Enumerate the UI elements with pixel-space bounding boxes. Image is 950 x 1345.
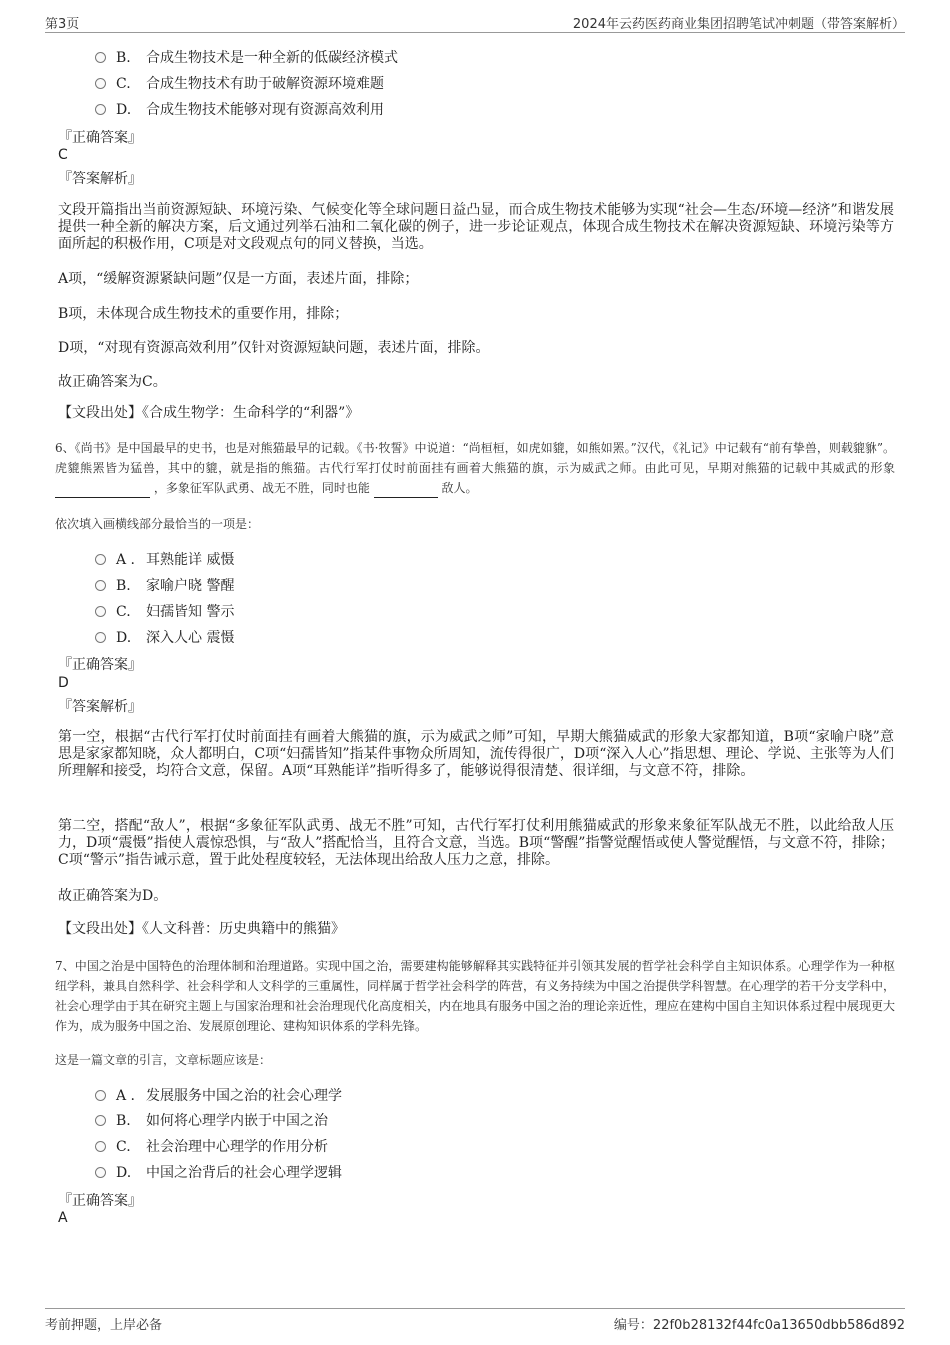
option-c[interactable]: C. 社会治理中心理学的作用分析 [95,1137,328,1157]
radio-icon[interactable] [95,554,106,565]
radio-icon[interactable] [95,78,106,89]
answer-label: 『正确答案』 [58,657,142,673]
analysis-paragraph: D项，“对现有资源高效利用”仅针对资源短缺问题，表述片面，排除。 [58,340,490,356]
option-d[interactable]: D. 合成生物技术能够对现有资源高效利用 [95,100,384,120]
page-footer [45,1308,905,1339]
radio-icon[interactable] [95,1167,106,1178]
answer-value: C [58,147,68,163]
question-prompt: 依次填入画横线部分最恰当的一项是： [55,517,260,531]
document-id: 编号：22f0b28132f44fc0a13650dbb586d892 [613,1318,905,1333]
option-d[interactable]: D. 深入人心 震慑 [95,628,234,648]
option-c[interactable]: C. 合成生物技术有助于破解资源环境难题 [95,74,384,94]
analysis-paragraph: 文段开篇指出当前资源短缺、环境污染、气候变化等全球问题日益凸显，而合成生物技术能够为实现“社会—生态/环境—经济”和谐发展提供一种全新的解决方案，后文通过列举石油和二氧化碳的例子，进一步论证观点，体现合成生物技术在解决资源短缺、环境污染等方面所起的积极作用，C项是对文段观点句的同义替换，当选。 [58,202,894,252]
option-d[interactable]: D. 中国之治背后的社会心理学逻辑 [95,1163,342,1183]
answer-value: A [58,1210,68,1226]
radio-icon[interactable] [95,52,106,63]
radio-icon[interactable] [95,580,106,591]
option-a[interactable]: A . 耳熟能详 威慑 [95,550,234,570]
option-c[interactable]: C. 妇孺皆知 警示 [95,602,234,622]
radio-icon[interactable] [95,632,106,643]
footer-slogan: 考前押题，上岸必备 [45,1318,163,1333]
option-b[interactable]: B. 如何将心理学内嵌于中国之治 [95,1111,328,1131]
page-number: 第3页 [45,17,80,32]
radio-icon[interactable] [95,1090,106,1101]
answer-label: 『正确答案』 [58,1193,142,1209]
analysis-paragraph: 故正确答案为D。 [58,888,168,904]
radio-icon[interactable] [95,104,106,115]
question-prompt: 这是一篇文章的引言，文章标题应该是： [55,1053,272,1067]
radio-icon[interactable] [95,1141,106,1152]
analysis-paragraph: 第一空，根据“古代行军打仗时前面挂有画着大熊猫的旗，示为威武之师”可知，早期大熊猫威武的形象大家都知道，B项“家喻户晓”意思是家家都知晓，众人都明白，C项“妇孺皆知”指某件事物众所周知，流传得很广，D项“深入人心”指思想、理论、学说、主张等为人们所理解和接受，均符合文意，保留。A项“耳熟能详”指听得多了，能够说得很清楚、很详细，与文意不符，排除。 [58,729,894,779]
analysis-label: 『答案解析』 [58,171,142,187]
analysis-paragraph: A项，“缓解资源紧缺问题”仅是一方面，表述片面，排除； [58,271,419,287]
answer-value: D [58,675,69,691]
fill-blank [55,483,150,498]
source-citation: 【文段出处】《合成生物学：生命科学的“利器”》 [58,405,360,421]
analysis-label: 『答案解析』 [58,699,142,715]
question-stem: 7、中国之治是中国特色的治理体制和治理道路。实现中国之治，需要建构能够解释其实践特征并引领其发展的哲学社会科学自主知识体系。心理学作为一种枢纽学科，兼具自然科学、社会科学和人文科学的三重属性，同样属于哲学社会科学的阵营，有义务持续为中国之治提供学科智慧。在心理学的若干分支学科中，社会心理学由于其在研究主题上与国家治理和社会治理现代化高度相关，内在地具有服务中国之治的理论亲近性，理应在建构中国自主知识体系过程中展现更大作为，成为服务中国之治、发展原创理论、建构知识体系的学科先锋。 [55,959,896,1033]
radio-icon[interactable] [95,1115,106,1126]
analysis-paragraph: B项，未体现合成生物技术的重要作用，排除； [58,306,349,322]
document-title: 2024年云药医药商业集团招聘笔试冲刺题（带答案解析） [572,17,905,32]
analysis-paragraph: 第二空，搭配“敌人”，根据“多象征军队武勇、战无不胜”可知，古代行军打仗利用熊猫威武的形象来象征军队战无不胜，以此给敌人压力，D项“震慑”指使人震惊恐惧，与“敌人”搭配恰当，且符合文意，当选。B项“警醒”指警觉醒悟或使人警觉醒悟，与文意不符，排除；C项“警示”指告诫示意，置于此处程度较轻，无法体现出给敌人压力之意，排除。 [58,818,894,868]
option-a[interactable]: A . 发展服务中国之治的社会心理学 [95,1086,342,1106]
option-b[interactable]: B. 合成生物技术是一种全新的低碳经济模式 [95,48,398,68]
source-citation: 【文段出处】《人文科普：历史典籍中的熊猫》 [58,921,345,937]
question-stem: 6、《尚书》是中国最早的史书，也是对熊猫最早的记载。《书·牧誓》中说道：“尚桓桓，如虎如貔，如熊如罴。”汉代，《礼记》中记载有“前有挚兽，则载貔貅”。虎貔熊罴皆为猛兽，其中的貔，就是指的熊猫。古代行军打仗时前面挂有画着大熊猫的旗，示为威武之师。由此可见，早期对熊猫的记载中其威武的形象 ，多象征军队武勇、战无不胜，同时也能 敌人。 [55,438,895,498]
option-b[interactable]: B. 家喻户晓 警醒 [95,576,234,596]
fill-blank [374,483,438,498]
answer-label: 『正确答案』 [58,130,142,146]
radio-icon[interactable] [95,606,106,617]
page-header [45,10,905,33]
analysis-paragraph: 故正确答案为C。 [58,374,167,390]
